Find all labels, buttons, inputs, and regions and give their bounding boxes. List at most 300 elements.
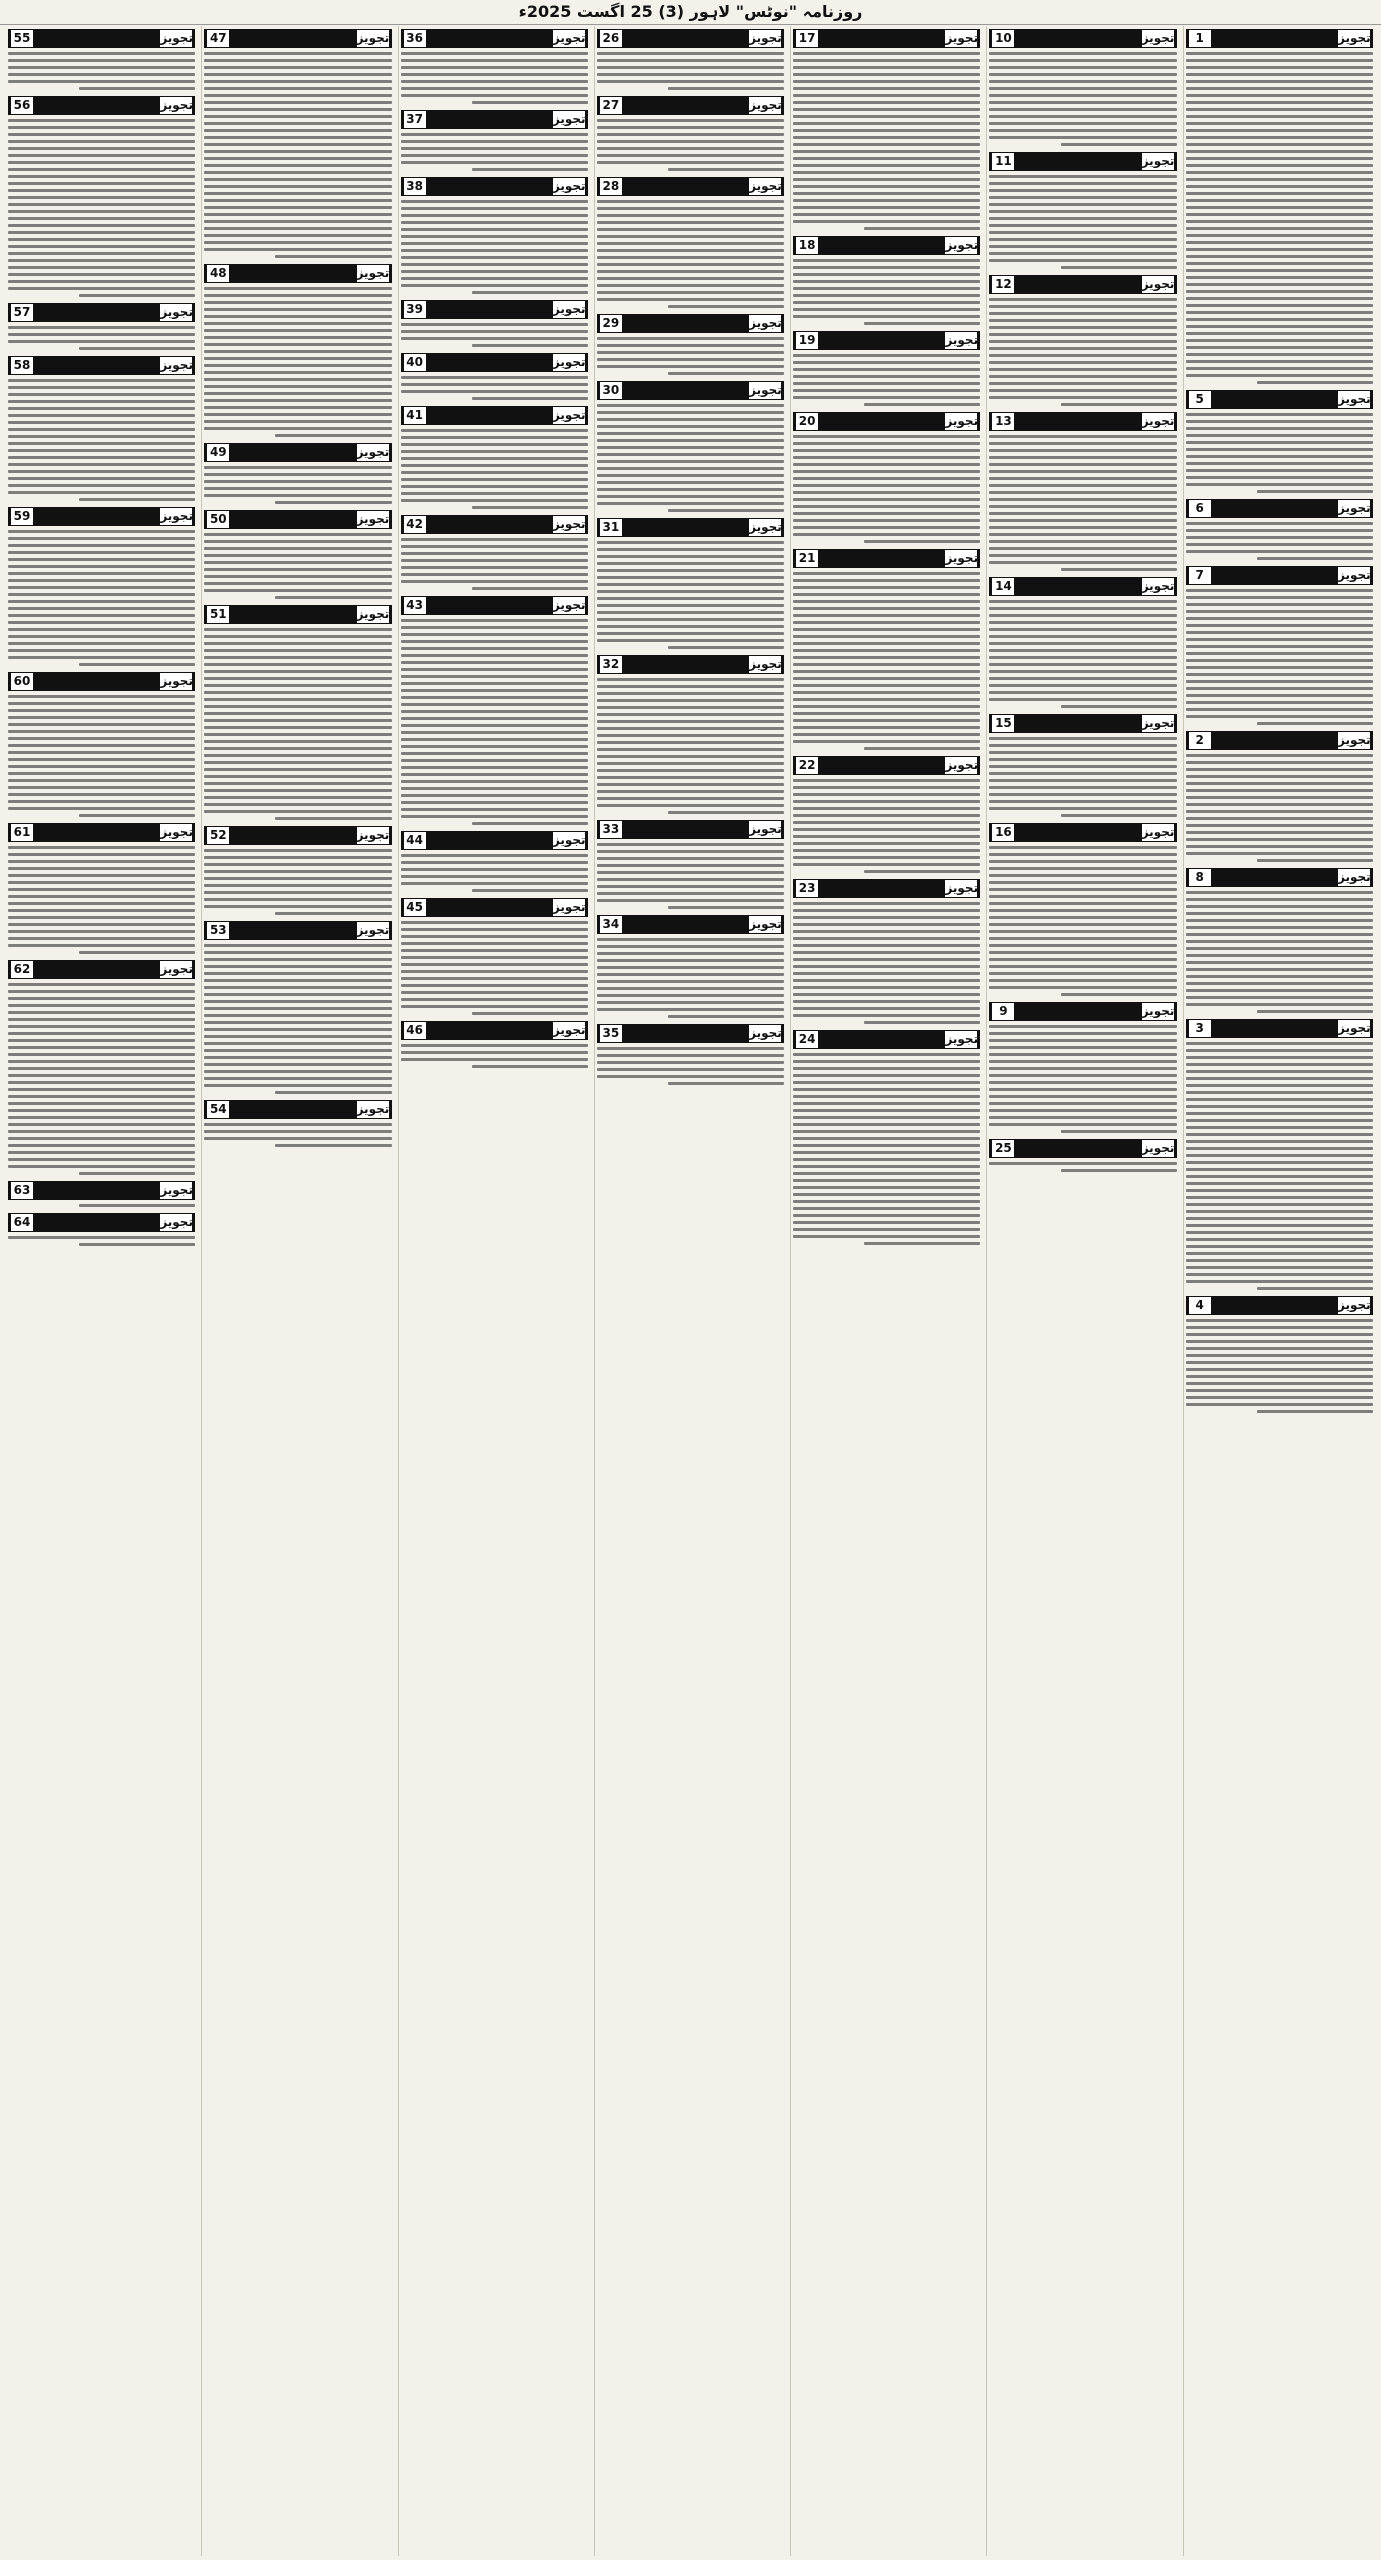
text-line bbox=[597, 706, 784, 709]
item-header bbox=[8, 1213, 195, 1232]
text-line bbox=[989, 108, 1176, 111]
text-line bbox=[1186, 845, 1373, 848]
item-number: 13 bbox=[991, 412, 1015, 431]
text-line bbox=[793, 1151, 980, 1154]
text-line bbox=[668, 646, 784, 649]
text-line bbox=[989, 533, 1176, 536]
text-line bbox=[1257, 1410, 1373, 1413]
text-line bbox=[989, 923, 1176, 926]
text-line bbox=[793, 958, 980, 961]
item-header bbox=[597, 915, 784, 934]
text-line bbox=[1186, 673, 1373, 676]
text-line bbox=[275, 817, 391, 820]
text-line bbox=[793, 199, 980, 202]
text-line bbox=[8, 895, 195, 898]
text-line bbox=[8, 1158, 195, 1161]
text-line bbox=[597, 945, 784, 948]
text-line bbox=[597, 221, 784, 224]
text-line bbox=[1186, 926, 1373, 929]
item-header bbox=[1186, 499, 1373, 518]
text-line bbox=[204, 712, 391, 715]
text-line bbox=[8, 621, 195, 624]
text-line bbox=[401, 998, 588, 1001]
text-line bbox=[1186, 332, 1373, 335]
text-line bbox=[401, 200, 588, 203]
item-header bbox=[401, 831, 588, 850]
item-body-text bbox=[793, 435, 980, 543]
text-line bbox=[204, 796, 391, 799]
text-line bbox=[1186, 1105, 1373, 1108]
classified-item bbox=[8, 823, 195, 954]
item-number: 54 bbox=[206, 1100, 230, 1119]
text-line bbox=[793, 519, 980, 522]
item-body-text bbox=[1186, 1319, 1373, 1413]
text-line bbox=[8, 579, 195, 582]
text-line bbox=[8, 853, 195, 856]
item-header bbox=[793, 549, 980, 568]
item-body-text bbox=[1186, 754, 1373, 862]
classified-item bbox=[989, 275, 1176, 406]
text-line bbox=[597, 583, 784, 586]
text-line bbox=[793, 1235, 980, 1238]
text-line bbox=[989, 1053, 1176, 1056]
item-body-text bbox=[401, 538, 588, 590]
text-line bbox=[1186, 550, 1373, 553]
text-line bbox=[793, 315, 980, 318]
text-line bbox=[989, 874, 1176, 877]
text-line bbox=[597, 987, 784, 990]
text-line bbox=[204, 993, 391, 996]
text-line bbox=[793, 684, 980, 687]
item-body-text bbox=[597, 541, 784, 649]
text-line bbox=[472, 587, 588, 590]
item-number: 20 bbox=[795, 412, 819, 431]
text-line bbox=[8, 393, 195, 396]
text-line bbox=[793, 287, 980, 290]
item-header bbox=[204, 1100, 391, 1119]
text-line bbox=[793, 463, 980, 466]
text-line bbox=[401, 478, 588, 481]
item-label: تجویز bbox=[944, 1030, 978, 1049]
text-line bbox=[597, 80, 784, 83]
text-line bbox=[989, 87, 1176, 90]
text-line bbox=[401, 552, 588, 555]
text-line bbox=[8, 217, 195, 220]
classified-item bbox=[989, 823, 1176, 996]
text-line bbox=[1186, 220, 1373, 223]
text-line bbox=[597, 938, 784, 941]
text-line bbox=[1186, 413, 1373, 416]
text-line bbox=[8, 1046, 195, 1049]
text-line bbox=[8, 224, 195, 227]
text-line bbox=[793, 157, 980, 160]
text-line bbox=[401, 1044, 588, 1047]
item-header bbox=[597, 29, 784, 48]
item-number: 16 bbox=[991, 823, 1015, 842]
item-label: تجویز bbox=[748, 915, 782, 934]
text-line bbox=[793, 663, 980, 666]
item-header bbox=[8, 29, 195, 48]
text-line bbox=[204, 582, 391, 585]
text-line bbox=[989, 930, 1176, 933]
text-line bbox=[989, 52, 1176, 55]
item-body-text bbox=[401, 376, 588, 400]
item-body-text bbox=[989, 52, 1176, 146]
text-line bbox=[204, 972, 391, 975]
classified-item bbox=[8, 1213, 195, 1246]
text-line bbox=[793, 800, 980, 803]
text-line bbox=[989, 786, 1176, 789]
text-line bbox=[597, 678, 784, 681]
item-header bbox=[989, 1002, 1176, 1021]
text-line bbox=[401, 559, 588, 562]
text-line bbox=[204, 385, 391, 388]
text-line bbox=[8, 997, 195, 1000]
text-line bbox=[793, 849, 980, 852]
text-line bbox=[1186, 933, 1373, 936]
text-line bbox=[8, 716, 195, 719]
text-line bbox=[597, 727, 784, 730]
text-line bbox=[401, 1058, 588, 1061]
text-line bbox=[8, 635, 195, 638]
column-3 bbox=[790, 26, 982, 2556]
text-line bbox=[597, 755, 784, 758]
text-line bbox=[989, 540, 1176, 543]
item-label: تجویز bbox=[552, 110, 586, 129]
text-line bbox=[1186, 192, 1373, 195]
text-line bbox=[793, 115, 980, 118]
item-label: تجویز bbox=[944, 549, 978, 568]
text-line bbox=[989, 547, 1176, 550]
text-line bbox=[1186, 1003, 1373, 1006]
text-line bbox=[793, 301, 980, 304]
item-header bbox=[204, 826, 391, 845]
text-line bbox=[8, 80, 195, 83]
text-line bbox=[1186, 768, 1373, 771]
text-line bbox=[1186, 1280, 1373, 1283]
text-line bbox=[793, 621, 980, 624]
text-line bbox=[204, 494, 391, 497]
text-line bbox=[1186, 448, 1373, 451]
item-label: تجویز bbox=[552, 300, 586, 319]
text-line bbox=[989, 217, 1176, 220]
item-body-text bbox=[597, 200, 784, 308]
text-line bbox=[1186, 199, 1373, 202]
item-number: 15 bbox=[991, 714, 1015, 733]
item-label: تجویز bbox=[1141, 275, 1175, 294]
text-line bbox=[401, 661, 588, 664]
text-line bbox=[401, 738, 588, 741]
text-line bbox=[793, 628, 980, 631]
text-line bbox=[597, 541, 784, 544]
item-label: تجویز bbox=[356, 29, 390, 48]
item-header bbox=[597, 518, 784, 537]
item-header bbox=[401, 1021, 588, 1040]
text-line bbox=[989, 986, 1176, 989]
text-line bbox=[204, 322, 391, 325]
item-number: 37 bbox=[403, 110, 427, 129]
text-line bbox=[1186, 171, 1373, 174]
text-line bbox=[1186, 469, 1373, 472]
text-line bbox=[989, 751, 1176, 754]
columns-container bbox=[6, 26, 1375, 2556]
text-line bbox=[204, 143, 391, 146]
text-line bbox=[793, 951, 980, 954]
text-line bbox=[1186, 427, 1373, 430]
text-line bbox=[8, 407, 195, 410]
text-line bbox=[401, 815, 588, 818]
text-line bbox=[204, 656, 391, 659]
classified-item bbox=[8, 96, 195, 297]
text-line bbox=[989, 312, 1176, 315]
text-line bbox=[401, 161, 588, 164]
item-body-text bbox=[204, 944, 391, 1094]
text-line bbox=[8, 273, 195, 276]
text-line bbox=[79, 87, 195, 90]
text-line bbox=[793, 171, 980, 174]
classified-item bbox=[989, 714, 1176, 817]
text-line bbox=[989, 1039, 1176, 1042]
text-line bbox=[1186, 687, 1373, 690]
item-label: تجویز bbox=[748, 1024, 782, 1043]
text-line bbox=[793, 705, 980, 708]
item-label: تجویز bbox=[1337, 499, 1371, 518]
text-line bbox=[989, 470, 1176, 473]
text-line bbox=[204, 568, 391, 571]
text-line bbox=[275, 255, 391, 258]
text-line bbox=[204, 1137, 391, 1140]
text-line bbox=[8, 628, 195, 631]
text-line bbox=[8, 1123, 195, 1126]
item-header bbox=[793, 1030, 980, 1049]
text-line bbox=[597, 270, 784, 273]
text-line bbox=[1186, 297, 1373, 300]
item-label: تجویز bbox=[1141, 823, 1175, 842]
text-line bbox=[401, 731, 588, 734]
text-line bbox=[204, 73, 391, 76]
text-line bbox=[401, 696, 588, 699]
text-line bbox=[1186, 346, 1373, 349]
text-line bbox=[989, 512, 1176, 515]
text-line bbox=[989, 519, 1176, 522]
text-line bbox=[8, 196, 195, 199]
text-line bbox=[597, 892, 784, 895]
text-line bbox=[1186, 325, 1373, 328]
text-line bbox=[989, 463, 1176, 466]
classified-item bbox=[989, 1002, 1176, 1133]
text-line bbox=[793, 73, 980, 76]
text-line bbox=[8, 326, 195, 329]
text-line bbox=[204, 136, 391, 139]
text-line bbox=[1186, 73, 1373, 76]
text-line bbox=[597, 899, 784, 902]
text-line bbox=[401, 80, 588, 83]
item-label: تجویز bbox=[748, 381, 782, 400]
text-line bbox=[1186, 954, 1373, 957]
text-line bbox=[597, 277, 784, 280]
text-line bbox=[989, 340, 1176, 343]
item-label: تجویز bbox=[944, 331, 978, 350]
text-line bbox=[204, 642, 391, 645]
text-line bbox=[1186, 136, 1373, 139]
item-number: 2 bbox=[1188, 731, 1212, 750]
classified-item bbox=[204, 264, 391, 437]
text-line bbox=[793, 442, 980, 445]
text-line bbox=[597, 850, 784, 853]
column-5 bbox=[398, 26, 590, 2556]
item-body-text bbox=[8, 695, 195, 817]
text-line bbox=[204, 378, 391, 381]
text-line bbox=[1186, 476, 1373, 479]
text-line bbox=[597, 351, 784, 354]
text-line bbox=[989, 1102, 1176, 1105]
text-line bbox=[1186, 1340, 1373, 1343]
item-label: تجویز bbox=[159, 1213, 193, 1232]
text-line bbox=[1186, 1403, 1373, 1406]
classified-item bbox=[597, 381, 784, 512]
text-line bbox=[1186, 1259, 1373, 1262]
text-line bbox=[793, 1109, 980, 1112]
text-line bbox=[401, 875, 588, 878]
item-number: 50 bbox=[206, 510, 230, 529]
text-line bbox=[597, 242, 784, 245]
text-line bbox=[401, 52, 588, 55]
text-line bbox=[204, 958, 391, 961]
text-line bbox=[204, 670, 391, 673]
text-line bbox=[793, 856, 980, 859]
item-body-text bbox=[1186, 522, 1373, 560]
text-line bbox=[989, 800, 1176, 803]
text-line bbox=[8, 607, 195, 610]
text-line bbox=[864, 1242, 980, 1245]
text-line bbox=[8, 800, 195, 803]
item-header bbox=[204, 264, 391, 283]
text-line bbox=[204, 466, 391, 469]
item-body-text bbox=[989, 298, 1176, 406]
item-body-text bbox=[8, 52, 195, 90]
text-line bbox=[793, 477, 980, 480]
text-line bbox=[401, 59, 588, 62]
text-line bbox=[989, 793, 1176, 796]
text-line bbox=[1186, 624, 1373, 627]
text-line bbox=[1061, 705, 1177, 708]
text-line bbox=[8, 793, 195, 796]
text-line bbox=[989, 435, 1176, 438]
text-line bbox=[275, 912, 391, 915]
item-body-text bbox=[401, 429, 588, 509]
item-number: 62 bbox=[10, 960, 34, 979]
text-line bbox=[989, 505, 1176, 508]
text-line bbox=[275, 501, 391, 504]
item-header bbox=[204, 443, 391, 462]
item-header bbox=[1186, 1019, 1373, 1038]
item-label: تجویز bbox=[1141, 412, 1175, 431]
text-line bbox=[8, 203, 195, 206]
text-line bbox=[793, 389, 980, 392]
text-line bbox=[204, 52, 391, 55]
text-line bbox=[989, 607, 1176, 610]
text-line bbox=[1186, 483, 1373, 486]
text-line bbox=[989, 909, 1176, 912]
column-4 bbox=[594, 26, 786, 2556]
text-line bbox=[1186, 367, 1373, 370]
text-line bbox=[989, 1162, 1176, 1165]
text-line bbox=[8, 751, 195, 754]
text-line bbox=[1061, 993, 1177, 996]
text-line bbox=[1061, 1130, 1177, 1133]
item-number: 53 bbox=[206, 921, 230, 940]
classified-item bbox=[401, 596, 588, 825]
classified-item bbox=[204, 510, 391, 599]
text-line bbox=[1186, 905, 1373, 908]
text-line bbox=[204, 965, 391, 968]
classified-item bbox=[401, 515, 588, 590]
text-line bbox=[8, 1074, 195, 1077]
text-line bbox=[8, 614, 195, 617]
text-line bbox=[8, 449, 195, 452]
text-line bbox=[8, 73, 195, 76]
text-line bbox=[989, 59, 1176, 62]
classified-item bbox=[8, 29, 195, 90]
classified-item bbox=[401, 406, 588, 509]
text-line bbox=[401, 429, 588, 432]
text-line bbox=[597, 843, 784, 846]
text-line bbox=[401, 766, 588, 769]
text-line bbox=[793, 1172, 980, 1175]
text-line bbox=[989, 449, 1176, 452]
text-line bbox=[204, 171, 391, 174]
text-line bbox=[1186, 1333, 1373, 1336]
item-label: تجویز bbox=[159, 1181, 193, 1200]
text-line bbox=[8, 340, 195, 343]
text-line bbox=[401, 984, 588, 987]
text-line bbox=[8, 1018, 195, 1021]
text-line bbox=[597, 495, 784, 498]
item-label: تجویز bbox=[1337, 868, 1371, 887]
text-line bbox=[8, 888, 195, 891]
item-number: 63 bbox=[10, 1181, 34, 1200]
text-line bbox=[401, 787, 588, 790]
text-line bbox=[989, 245, 1176, 248]
text-line bbox=[204, 350, 391, 353]
text-line bbox=[864, 227, 980, 230]
text-line bbox=[204, 241, 391, 244]
text-line bbox=[597, 597, 784, 600]
text-line bbox=[8, 544, 195, 547]
text-line bbox=[8, 709, 195, 712]
text-line bbox=[597, 1054, 784, 1057]
classified-item bbox=[989, 152, 1176, 269]
text-line bbox=[989, 231, 1176, 234]
text-line bbox=[989, 765, 1176, 768]
text-line bbox=[597, 207, 784, 210]
text-line bbox=[989, 1116, 1176, 1119]
text-line bbox=[1186, 1063, 1373, 1066]
text-line bbox=[597, 1075, 784, 1078]
item-body-text bbox=[793, 779, 980, 873]
text-line bbox=[204, 129, 391, 132]
text-line bbox=[597, 358, 784, 361]
item-label: تجویز bbox=[944, 29, 978, 48]
text-line bbox=[989, 670, 1176, 673]
text-line bbox=[204, 357, 391, 360]
item-number: 52 bbox=[206, 826, 230, 845]
text-line bbox=[1186, 589, 1373, 592]
text-line bbox=[401, 485, 588, 488]
text-line bbox=[401, 566, 588, 569]
text-line bbox=[668, 1082, 784, 1085]
text-line bbox=[793, 986, 980, 989]
